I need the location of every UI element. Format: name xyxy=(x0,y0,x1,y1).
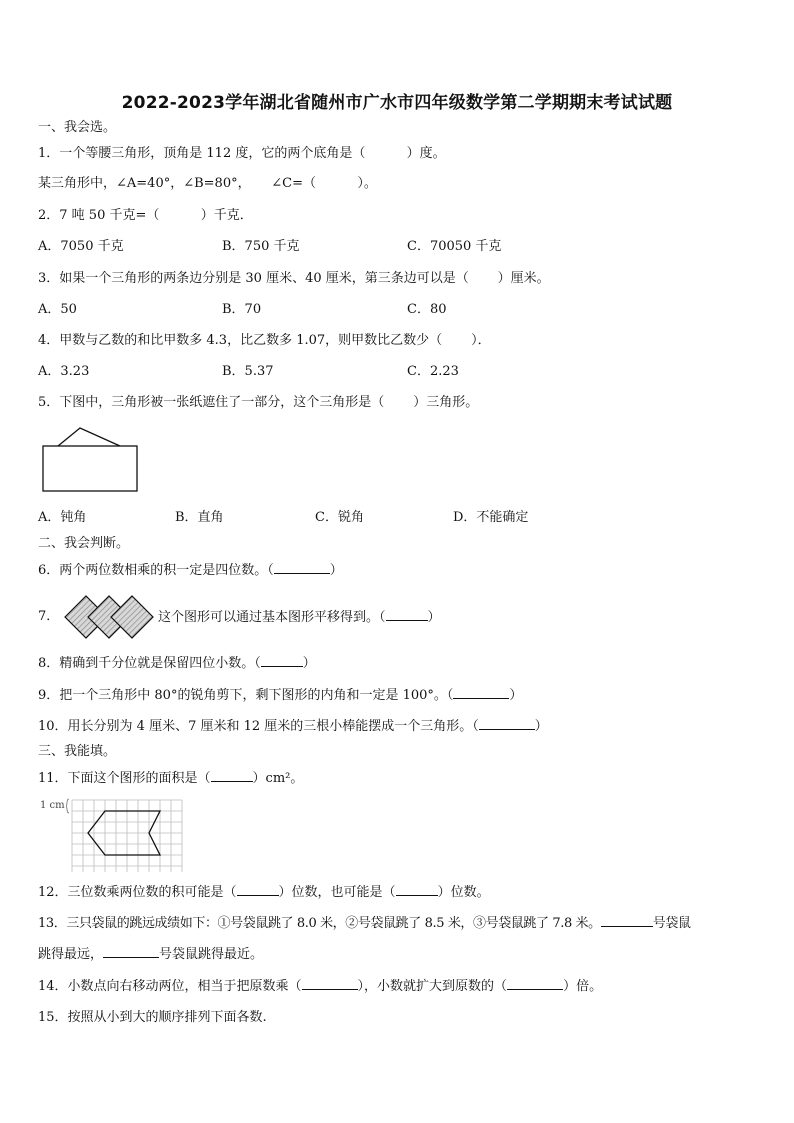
question-14-text: 14．小数点向右移动两位，相当于把原数乘（ xyxy=(38,979,302,994)
question-7-text: 这个图形可以通过基本图形平移得到。（ xyxy=(158,610,386,625)
question-8-close: ） xyxy=(302,656,316,671)
question-5-option-d: D．不能确定 xyxy=(453,510,529,525)
question-11-unit: ）cm²。 xyxy=(252,771,304,786)
question-6 xyxy=(38,561,343,580)
hidden-triangle-figure xyxy=(38,424,142,494)
question-5-option-a: A．钝角 xyxy=(38,510,87,525)
question-12-end: ）位数。 xyxy=(437,885,490,900)
question-2-option-b: B．750 千克 xyxy=(222,239,300,254)
question-3: 3．如果一个三角形的两条边分别是 30 厘米、40 厘米，第三条边可以是（ ）厘米。 xyxy=(38,271,550,286)
answer-blank xyxy=(211,769,253,782)
question-5: 5．下图中，三角形被一张纸遮住了一部分，这个三角形是（ ）三角形。 xyxy=(38,395,479,410)
question-9 xyxy=(38,686,522,705)
question-6-text: 6．两个两位数相乘的积一定是四位数。（ xyxy=(38,563,274,578)
answer-blank xyxy=(261,654,303,667)
section-heading-fill: 三、我能填。 xyxy=(38,744,117,759)
question-11 xyxy=(38,769,303,788)
question-2-option-a: A．7050 千克 xyxy=(38,239,124,254)
grid-scale-label: 1 cm xyxy=(40,800,65,811)
answer-blank xyxy=(601,914,653,927)
question-13-nearest: 号袋鼠跳得最近。 xyxy=(159,947,264,962)
page-title: 2022-2023学年湖北省随州市广水市四年级数学第二学期期末考试试题 xyxy=(121,93,673,113)
question-13-suffix: 号袋鼠 xyxy=(652,916,691,931)
answer-blank xyxy=(386,608,428,621)
question-14-middle: ），小数就扩大到原数的（ xyxy=(357,979,508,994)
question-13 xyxy=(38,914,691,933)
question-7-number: 7． xyxy=(38,609,60,624)
question-3-option-c: C．80 xyxy=(407,302,447,317)
answer-blank xyxy=(507,977,563,990)
grid-hexagon-figure xyxy=(66,797,186,875)
question-5-option-b: B．直角 xyxy=(175,510,224,525)
question-8-text: 8．精确到千分位就是保留四位小数。（ xyxy=(38,656,261,671)
question-9-close: ） xyxy=(509,688,523,703)
question-12-middle: ）位数，也可能是（ xyxy=(278,885,396,900)
question-1-part-b: 某三角形中，∠A=40°，∠B=80°， ∠C=（ ）。 xyxy=(38,176,377,191)
question-14 xyxy=(38,977,602,996)
answer-blank xyxy=(237,883,279,896)
question-2-option-c: C．70050 千克 xyxy=(407,239,502,254)
question-12-text: 12．三位数乘两位数的积可能是（ xyxy=(38,885,237,900)
answer-blank xyxy=(274,561,330,574)
answer-blank xyxy=(396,883,438,896)
overlapping-diamonds-figure xyxy=(62,593,158,641)
question-4-option-a: A．3.23 xyxy=(38,364,90,379)
question-10-text: 10．用长分别为 4 厘米、7 厘米和 12 厘米的三根小棒能摆成一个三角形。（ xyxy=(38,719,479,734)
question-3-option-b: B．70 xyxy=(222,302,262,317)
question-13-continued xyxy=(38,945,263,964)
question-10-close: ） xyxy=(534,719,548,734)
answer-blank xyxy=(103,945,159,958)
question-4-option-c: C．2.23 xyxy=(407,364,459,379)
question-7-close: ） xyxy=(427,610,441,625)
question-15: 15．按照从小到大的顺序排列下面各数. xyxy=(38,1010,267,1025)
section-heading-choice: 一、我会选。 xyxy=(38,120,117,135)
question-11-text: 11．下面这个图形的面积是（ xyxy=(38,771,211,786)
question-4-option-b: B．5.37 xyxy=(222,364,274,379)
question-10 xyxy=(38,717,548,736)
question-8 xyxy=(38,654,316,673)
question-12 xyxy=(38,883,490,902)
answer-blank xyxy=(479,717,535,730)
section-heading-judge: 二、我会判断。 xyxy=(38,536,130,551)
answer-blank xyxy=(302,977,358,990)
question-3-option-a: A．50 xyxy=(38,302,77,317)
question-5-option-c: C．锐角 xyxy=(315,510,364,525)
question-13-text: 13．三只袋鼠的跳远成绩如下：①号袋鼠跳了 8.0 米，②号袋鼠跳了 8.5 米，③号袋鼠跳了 7.8 米。 xyxy=(38,916,601,931)
question-1: 1．一个等腰三角形，顶角是 112 度，它的两个底角是（ ）度。 xyxy=(38,146,446,161)
question-14-end: ）倍。 xyxy=(563,979,603,994)
question-6-close: ） xyxy=(329,563,343,578)
answer-blank xyxy=(453,686,509,699)
question-4: 4．甲数与乙数的和比甲数多 4.3，比乙数多 1.07，则甲数比乙数少（ ）． xyxy=(38,333,491,348)
question-2: 2．7 吨 50 千克=（ ）千克． xyxy=(38,208,253,223)
question-7 xyxy=(158,608,441,627)
question-9-text: 9．把一个三角形中 80°的锐角剪下，剩下图形的内角和一定是 100°。（ xyxy=(38,688,454,703)
question-13-farthest: 跳得最远， xyxy=(38,947,104,962)
